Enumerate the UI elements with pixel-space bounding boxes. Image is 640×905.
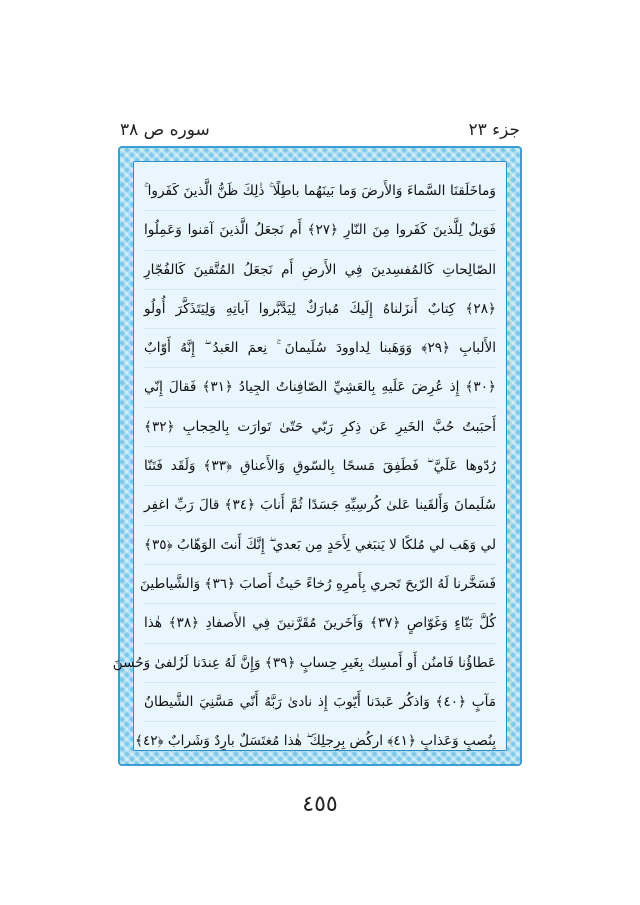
text-line: أَحبَبتُ حُبَّ الخَيرِ عَن ذِكرِ رَبّي حَتّىٰ تَوارَت بِالحِجابِ ﴿٣٢﴾ xyxy=(144,408,496,447)
page-header xyxy=(120,118,520,142)
text-line: الصّالِحاتِ كَالمُفسِدينَ فِي الأَرضِ أَم نَجعَلُ المُتَّقينَ كَالفُجّارِ xyxy=(144,251,496,290)
text-line: فَسَخَّرنا لَهُ الرّيحَ تَجري بِأَمرِهِ رُخاءً حَيثُ أَصابَ ﴿٣٦﴾ وَالشَّياطينَ xyxy=(144,565,496,604)
ornamental-frame xyxy=(112,146,522,766)
text-line: الأَلبابِ ﴿٢٩﴾ وَوَهَبنا لِداوودَ سُلَيمانَ ۚ نِعمَ العَبدُ ۖ إِنَّهُ أَوّابٌ xyxy=(144,329,496,368)
juz-label: جزء ٢٣ xyxy=(468,120,520,140)
text-line: رُدّوها عَلَيَّ ۖ فَطَفِقَ مَسحًا بِالسّوقِ وَالأَعناقِ ﴿٣٣﴾ وَلَقَد فَتَنّا xyxy=(144,447,496,486)
text-line: عَطاؤُنا فَامنُن أَو أَمسِك بِغَيرِ حِسابٍ ﴿٣٩﴾ وَإِنَّ لَهُ عِندَنا لَزُلفىٰ وَحُسنَ xyxy=(144,644,496,683)
surah-label: سوره ص ٣٨ xyxy=(120,120,210,140)
text-line: كُلَّ بَنّاءٍ وَغَوّاصٍ ﴿٣٧﴾ وَآخَرينَ مُقَرَّنينَ فِي الأَصفادِ ﴿٣٨﴾ هٰذا xyxy=(144,604,496,643)
text-line: ﴿٢٨﴾ كِتابٌ أَنزَلناهُ إِلَيكَ مُبارَكٌ لِيَدَّبَّروا آياتِهِ وَلِيَتَذَكَّرَ أُولُو xyxy=(144,290,496,329)
text-line: بِنُصبٍ وَعَذابٍ ﴿٤١﴾ اركُض بِرِجلِكَ ۖ هٰذا مُغتَسَلٌ بارِدٌ وَشَرابٌ ﴿٤٢﴾ xyxy=(134,733,496,750)
text-line: سُلَيمانَ وَأَلقَينا عَلىٰ كُرسِيِّهِ جَسَدًا ثُمَّ أَنابَ ﴿٣٤﴾ قالَ رَبِّ اغفِر xyxy=(144,486,496,525)
text-line: فَوَيلٌ لِلَّذينَ كَفَروا مِنَ النّارِ ﴿٢٧﴾ أَم نَجعَلُ الَّذينَ آمَنوا وَعَمِلُوا xyxy=(144,211,496,250)
verse-text-area xyxy=(112,162,506,750)
text-line: لي وَهَب لي مُلكًا لا يَنبَغي لِأَحَدٍ مِن بَعدي ۖ إِنَّكَ أَنتَ الوَهّابُ ﴿٣٥﴾ xyxy=(144,526,496,565)
text-line: مَآبٍ ﴿٤٠﴾ وَاذكُر عَبدَنا أَيّوبَ إِذ نادىٰ رَبَّهُ أَنّي مَسَّنِيَ الشَّيطانُ xyxy=(144,683,496,722)
text-line: وَماخَلَقنَا السَّماءَ وَالأَرضَ وَما بَينَهُما باطِلًا ۚ ذٰلِكَ ظَنُّ الَّذينَ كَفَروا ۚ xyxy=(144,172,496,211)
page-number: ٤٥٥ xyxy=(302,792,338,817)
text-line: ﴿٣٠﴾ إِذ عُرِضَ عَلَيهِ بِالعَشِيِّ الصّافِناتُ الجِيادُ ﴿٣١﴾ فَقالَ إِنّي xyxy=(144,368,496,407)
